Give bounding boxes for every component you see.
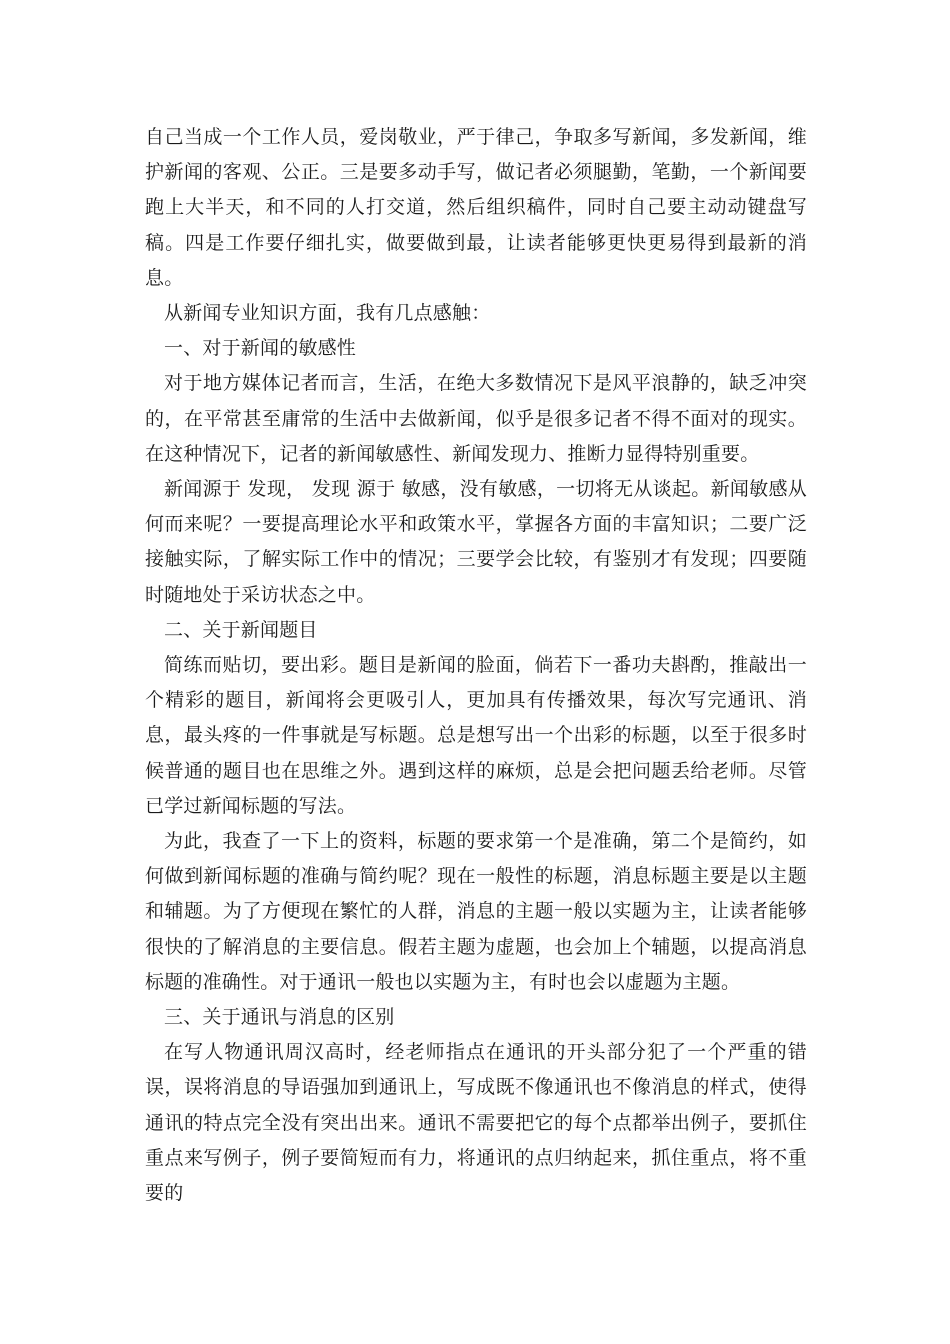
paragraph-4: 新闻源于 发现， 发现 源于 敏感，没有敏感，一切将无从谈起。新闻敏感从何而来呢？一要提高理论水平和政策水平，掌握各方面的丰富知识；二要广泛接触实际，了解实际工作中的情况；三要学会比较，有鉴别才有发现；四要随时随地处于采访状态之中。 bbox=[145, 478, 807, 606]
section-heading-3: 三、关于通讯与消息的区别 bbox=[164, 1006, 395, 1029]
paragraph-2: 从新闻专业知识方面，我有几点感触： bbox=[164, 302, 491, 325]
paragraph-5: 简练而贴切，要出彩。题目是新闻的脸面，倘若下一番功夫斟酌，推敲出一个精彩的题目，新闻将会更吸引人，更加具有传播效果，每次写完通讯、消息，最头疼的一件事就是写标题。总是想写出一个出彩的标题，以至于很多时候普通的题目也在思维之外。遇到这样的麻烦，总是会把问题丢给老师。尽管已学过新闻标题的写法。 bbox=[145, 654, 807, 817]
document-body bbox=[145, 120, 807, 1211]
section-heading-2: 二、关于新闻题目 bbox=[164, 618, 318, 641]
paragraph-6: 为此，我查了一下上的资料，标题的要求第一个是准确，第二个是简约，如何做到新闻标题的准确与简约呢？现在一般性的标题，消息标题主要是以主题和辅题。为了方便现在繁忙的人群，消息的主题一般以实题为主，让读者能够很快的了解消息的主要信息。假若主题为虚题，也会加上个辅题，以提高消息标题的准确性。对于通讯一般也以实题为主，有时也会以虚题为主题。 bbox=[145, 830, 807, 993]
paragraph-7: 在写人物通讯周汉高时，经老师指点在通讯的开头部分犯了一个严重的错误，误将消息的导语强加到通讯上，写成既不像通讯也不像消息的样式，使得通讯的特点完全没有突出出来。通讯不需要把它的每个点都举出例子，要抓住重点来写例子，例子要简短而有力，将通讯的点归纳起来，抓住重点，将不重要的 bbox=[145, 1041, 807, 1205]
section-heading-1: 一、对于新闻的敏感性 bbox=[164, 337, 357, 360]
paragraph-1: 自己当成一个工作人员，爱岗敬业，严于律己，争取多写新闻，多发新闻，维护新闻的客观、公正。三是要多动手写，做记者必须腿勤，笔勤，一个新闻要跑上大半天，和不同的人打交道，然后组织稿件，同时自己要主动动键盘写稿。四是工作要仔细扎实，做要做到最，让读者能够更快更易得到最新的消息。 bbox=[145, 126, 807, 289]
paragraph-3: 对于地方媒体记者而言，生活，在绝大多数情况下是风平浪静的，缺乏冲突的，在平常甚至庸常的生活中去做新闻，似乎是很多记者不得不面对的现实。在这种情况下，记者的新闻敏感性、新闻发现力、推断力显得特别重要。 bbox=[145, 372, 807, 465]
